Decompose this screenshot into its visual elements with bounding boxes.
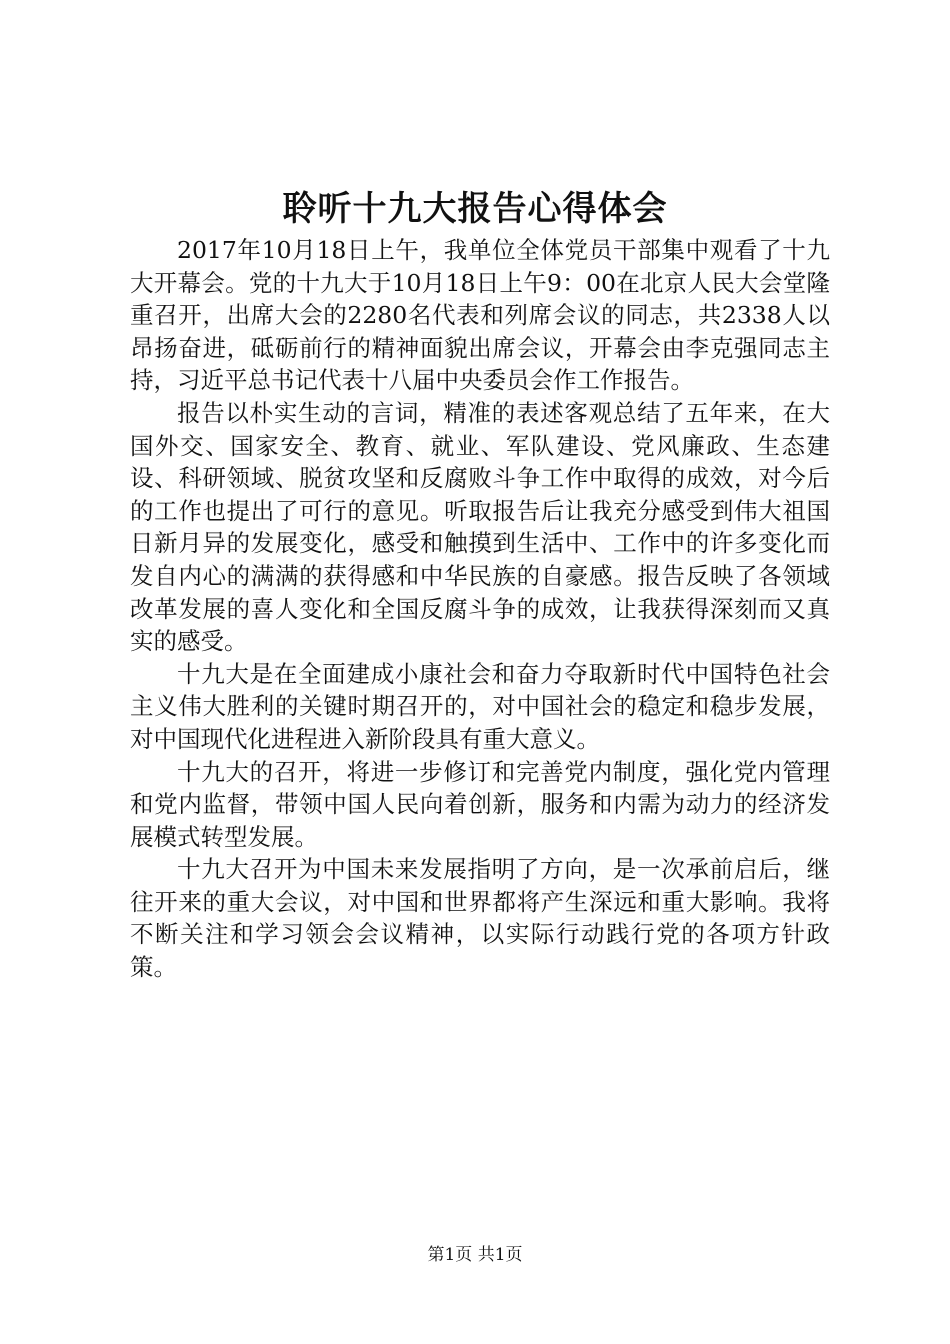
paragraph: 2017年10月18日上午，我单位全体党员干部集中观看了十九大开幕会。党的十九大于10月18日上午9：00在北京人民大会堂隆重召开，出席大会的2280名代表和列席会议的同志，共2338人以昂扬奋进，砥砺前行的精神面貌出席会议，开幕会由李克强同志主持，习近平总书记代表十八届中央委员会作工作报告。 (130, 236, 830, 395)
page-footer (0, 1243, 950, 1267)
paragraph: 报告以朴实生动的言词，精准的表述客观总结了五年来，在大国外交、国家安全、教育、就业、军队建设、党风廉政、生态建设、科研领域、脱贫攻坚和反腐败斗争工作中取得的成效，对今后的工作也提出了可行的意见。听取报告后让我充分感受到伟大祖国日新月异的发展变化，感受和触摸到生活中、工作中的许多变化而发自内心的满满的获得感和中华民族的自豪感。报告反映了各领域改革发展的喜人变化和全国反腐斗争的成效，让我获得深刻而又真实的感受。 (130, 398, 830, 656)
document-title: 聆听十九大报告心得体会 (282, 189, 668, 229)
paragraph: 十九大召开为中国未来发展指明了方向，是一次承前启后，继往开来的重大会议，对中国和世界都将产生深远和重大影响。我将不断关注和学习领会会议精神，以实际行动践行党的各项方针政策。 (130, 855, 830, 982)
page-number: 第1页 共1页 (427, 1245, 523, 1265)
document-body (130, 234, 830, 984)
paragraph: 十九大是在全面建成小康社会和奋力夺取新时代中国特色社会主义伟大胜利的关键时期召开的，对中国社会的稳定和稳步发展，对中国现代化进程进入新阶段具有重大意义。 (130, 659, 830, 753)
paragraph: 十九大的召开，将进一步修订和完善党内制度，强化党内管理和党内监督，带领中国人民向着创新，服务和内需为动力的经济发展模式转型发展。 (130, 757, 830, 851)
